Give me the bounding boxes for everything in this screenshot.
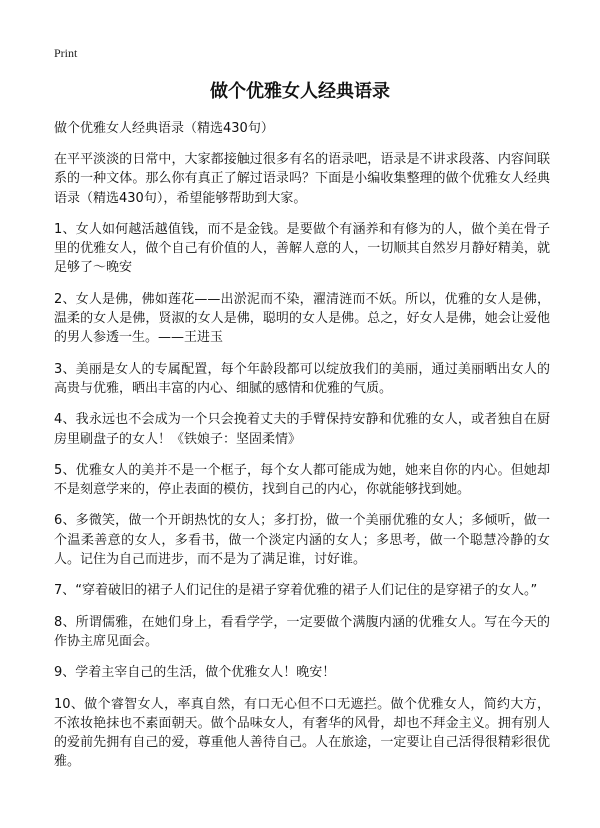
article-body: [54, 119, 550, 784]
page-title: 做个优雅女人经典语录: [210, 81, 390, 102]
article-subtitle: 做个优雅女人经典语录（精选430句）: [54, 121, 274, 136]
quote-paragraph: 5、优雅女人的美并不是一个框子，每个女人都可能成为她，她来自你的内心。但她却不是刻意学来的，停止表面的模仿，找到自己的内心，你就能够找到她。: [54, 462, 550, 498]
quote-paragraph: 10、做个睿智女人，率真自然，有口无心但不口无遮拦。做个优雅女人，简约大方，不浓妆艳抹也不素面朝天。做个品味女人，有奢华的风骨，却也不拜金主义。拥有别人的爱前先拥有自己的爱，尊重他人善待自己。人在旅途，一定要让自己活得很精彩很优雅。: [54, 696, 550, 770]
print-link[interactable]: Print: [54, 46, 78, 60]
quote-paragraph: 7、“穿着破旧的裙子人们记住的是裙子穿着优雅的裙子人们记住的是穿裙子的女人。”: [54, 583, 538, 599]
quote-paragraph: 3、美丽是女人的专属配置，每个年龄段都可以绽放我们的美丽，通过美丽晒出女人的高贵与优雅，晒出丰富的内心、细腻的感情和优雅的气质。: [54, 361, 550, 396]
quote-paragraph: 2、女人是佛，佛如莲花——出淤泥而不染，濯清涟而不妖。所以，优雅的女人是佛，温柔的女人是佛，贤淑的女人是佛，聪明的女人是佛。总之，好女人是佛，她会让爱他的男人参透一生。——王进玉: [54, 291, 550, 346]
quote-paragraph: 8、所谓儒雅，在她们身上，看看学学，一定要做个满腹内涵的优雅女人。写在今天的作协主席见面会。: [54, 614, 550, 649]
quote-paragraph: 4、我永远也不会成为一个只会挽着丈夫的手臂保持安静和优雅的女人，或者独自在厨房里刷盘子的女人！《铁娘子：坚固柔情》: [54, 412, 550, 447]
intro-paragraph: 在平平淡淡的日常中，大家都接触过很多有名的语录吧，语录是不讲求段落、内容间联系的一种文体。那么你有真正了解过语录吗？下面是小编收集整理的做个优雅女人经典语录（精选430句），希望能够帮助到大家。: [54, 152, 550, 206]
quote-paragraph: 9、学着主宰自己的生活，做个优雅女人！晚安！: [54, 665, 336, 681]
quote-paragraph: 1、女人如何越活越值钱，而不是金钱。是要做个有涵养和有修为的人，做个美在骨子里的优雅女人，做个自己有价值的人，善解人意的人，一切顺其自然岁月静好精美，就足够了～晚安: [54, 221, 550, 276]
quote-paragraph: 6、多微笑，做一个开朗热忱的女人；多打扮，做一个美丽优雅的女人；多倾听，做一个温柔善意的女人，多看书，做一个淡定内涵的女人；多思考，做一个聪慧冷静的女人。记住为自己而进步，而不是为了满足谁，讨好谁。: [54, 513, 550, 568]
